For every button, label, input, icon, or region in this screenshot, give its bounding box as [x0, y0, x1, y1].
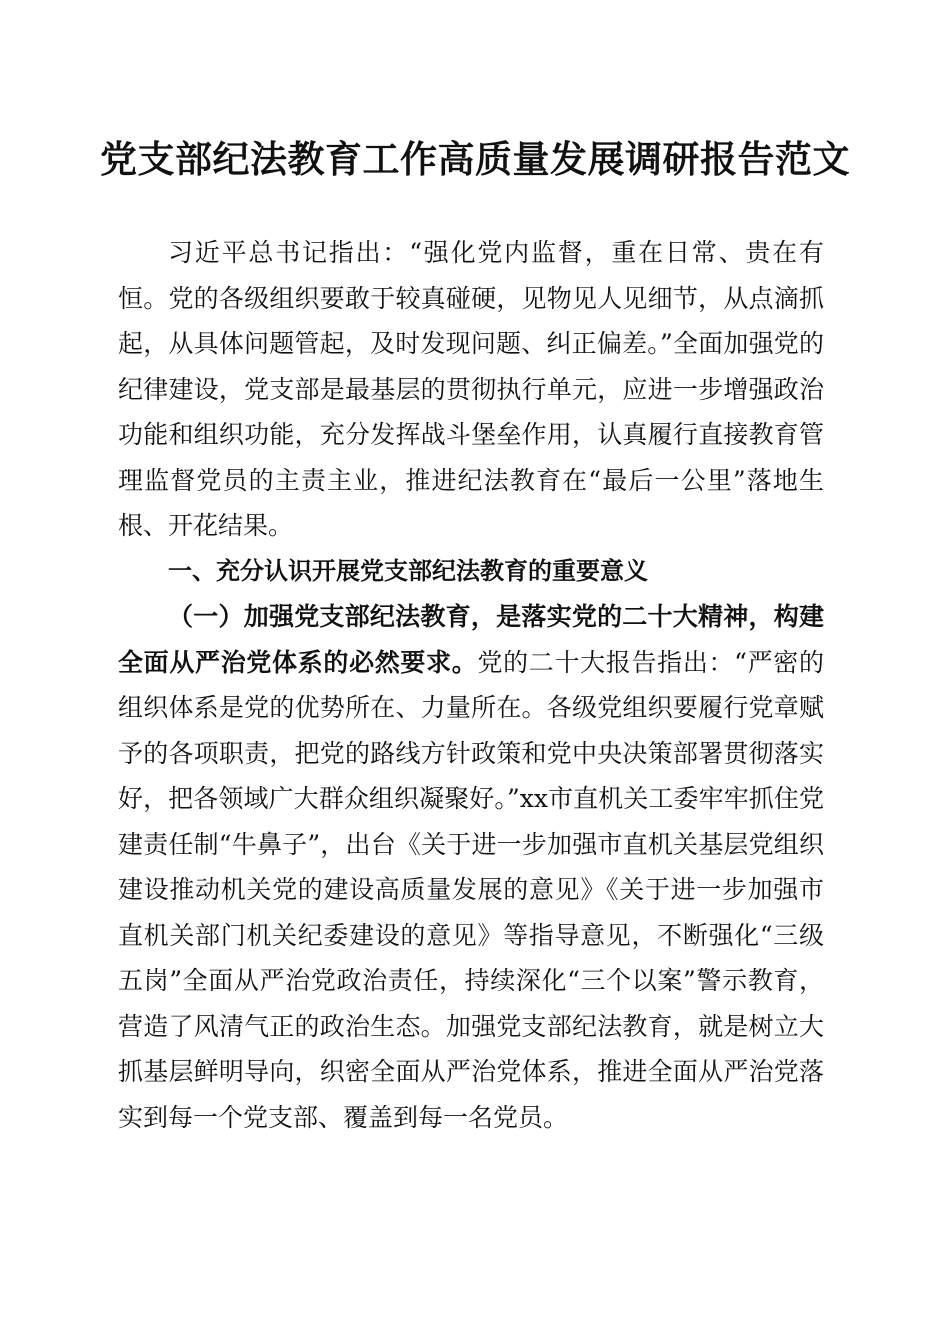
- document-body: [118, 230, 824, 1140]
- subsection-paragraph: [118, 594, 824, 1140]
- subsection-lead: （一）加强党支部纪法教育，是落实党的二十大精神，构建全面从严治党体系的必然要求。: [118, 602, 824, 677]
- subsection-body: 党的二十大报告指出：“严密的组织体系是党的优势所在、力量所在。各级党组织要履行党章赋予的各项职责，把党的路线方针政策和党中央决策部署贯彻落实好，把各领域广大群众组织凝聚好。”xx市直机关工委牢牢抓住党建责任制“牛鼻子”，出台《关于进一步加强市直机关基层党组织建设推动机关党的建设高质量发展的意见》《关于进一步加强市直机关部门机关纪委建设的意见》等指导意见，不断强化“三级五岗”全面从严治党政治责任，持续深化“三个以案”警示教育，营造了风清气正的政治生态。加强党支部纪法教育，就是树立大抓基层鲜明导向，织密全面从严治党体系，推进全面从严治党落实到每一个党支部、覆盖到每一名党员。: [118, 647, 824, 1132]
- intro-paragraph: 习近平总书记指出：“强化党内监督，重在日常、贵在有恒。党的各级组织要敢于较真碰硬，见物见人见细节，从点滴抓起，从具体问题管起，及时发现问题、纠正偏差。”全面加强党的纪律建设，党支部是最基层的贯彻执行单元，应进一步增强政治功能和组织功能，充分发挥战斗堡垒作用，认真履行直接教育管理监督党员的主责主业，推进纪法教育在“最后一公里”落地生根、开花结果。: [118, 238, 824, 540]
- document-title: 党支部纪法教育工作高质量发展调研报告范文: [100, 137, 850, 181]
- section-heading: 一、充分认识开展党支部纪法教育的重要意义: [168, 556, 648, 585]
